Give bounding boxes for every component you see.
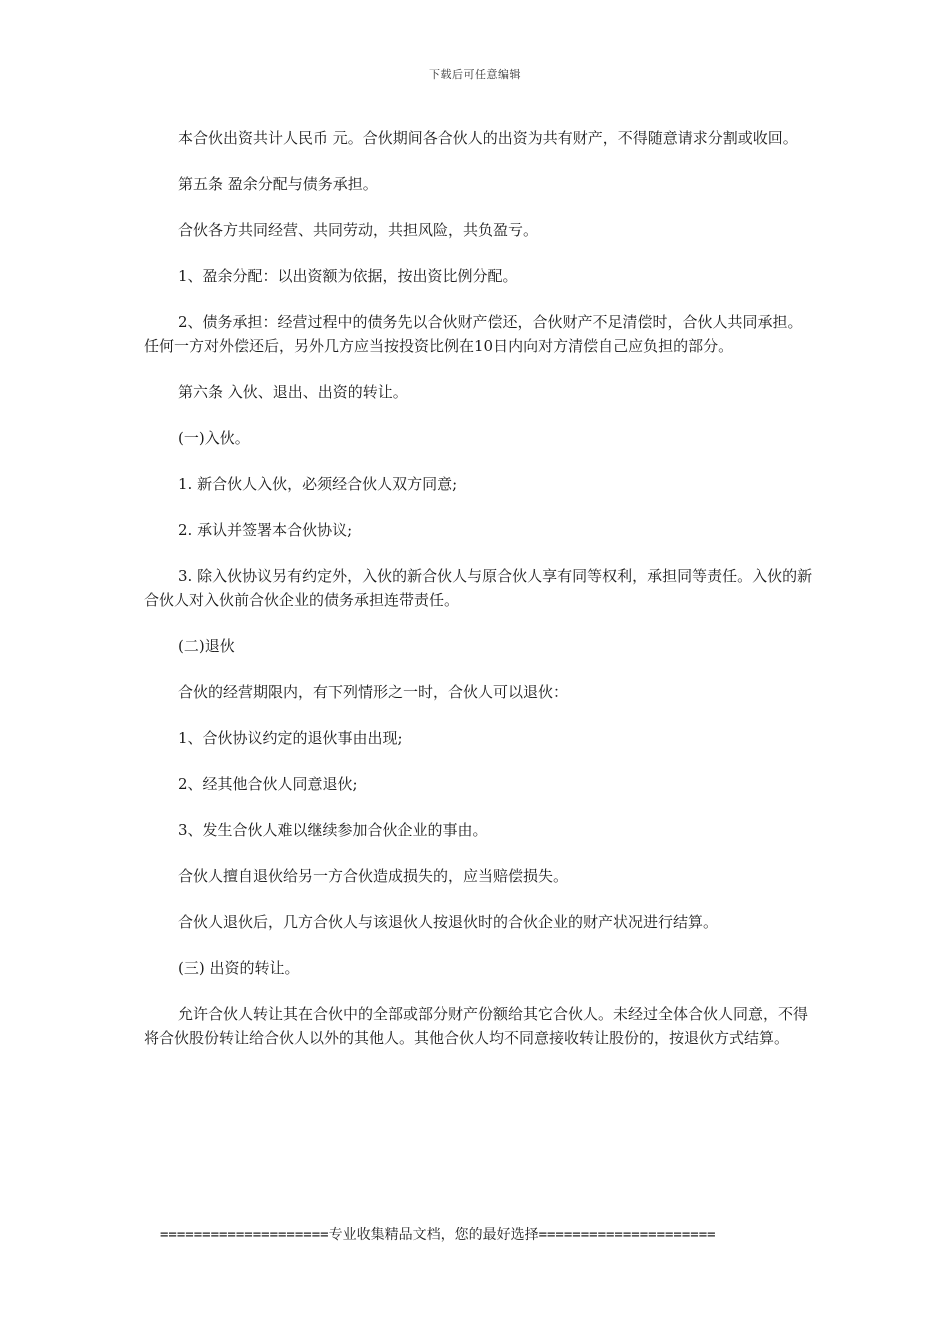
paragraph-debt-bearing: 2、债务承担：经营过程中的债务先以合伙财产偿还，合伙财产不足清偿时，合伙人共同承担。 任何一方对外偿还后，另外几方应当按投资比例在10日内向对方清偿自己应负担的部分。 bbox=[144, 313, 803, 355]
list-item-withdraw-3: 3、发生合伙人难以继续参加合伙企业的事由。 bbox=[178, 821, 488, 839]
list-item-withdraw-2: 2、经其他合伙人同意退伙; bbox=[178, 775, 358, 793]
list-item-join-1: 1. 新合伙人入伙，必须经合伙人双方同意; bbox=[178, 475, 458, 493]
paragraph-settlement: 合伙人退伙后，几方合伙人与该退伙人按退伙时的合伙企业的财产状况进行结算。 bbox=[178, 913, 719, 931]
article-six-heading: 第六条 入伙、退出、出资的转让。 bbox=[178, 383, 408, 401]
article-five-heading: 第五条 盈余分配与债务承担。 bbox=[178, 175, 378, 193]
section-transfer-heading: (三) 出资的转让。 bbox=[178, 959, 300, 977]
section-joining-heading: (一)入伙。 bbox=[178, 429, 250, 447]
page-header: 下载后可任意编辑 bbox=[429, 68, 521, 81]
section-withdrawal-heading: (二)退伙 bbox=[178, 637, 235, 655]
paragraph-profit-distribution: 1、盈余分配：以出资额为依据，按出资比例分配。 bbox=[178, 267, 518, 285]
paragraph-transfer: 允许合伙人转让其在合伙中的全部或部分财产份额给其它合伙人。未经过全体合伙人同意，不得将合伙股份转让给合伙人以外的其他人。其他合伙人均不同意接收转让股份的，按退伙方式结算。 bbox=[144, 1005, 809, 1047]
paragraph-capital: 本合伙出资共计人民币 元。合伙期间各合伙人的出资为共有财产，不得随意请求分割或收回。 bbox=[178, 129, 798, 147]
list-item-join-2: 2. 承认并签署本合伙协议; bbox=[178, 521, 353, 539]
list-item-withdraw-1: 1、合伙协议约定的退伙事由出现; bbox=[178, 729, 403, 747]
paragraph-unauthorized-withdrawal: 合伙人擅自退伙给另一方合伙造成损失的，应当赔偿损失。 bbox=[178, 867, 569, 885]
document-body bbox=[144, 126, 814, 1072]
list-item-join-3: 3. 除入伙协议另有约定外，入伙的新合伙人与原合伙人享有同等权利，承担同等责任。入伙的新合伙人对入伙前合伙企业的债务承担连带责任。 bbox=[144, 567, 813, 609]
paragraph-joint-operation: 合伙各方共同经营、共同劳动，共担风险，共负盈亏。 bbox=[178, 221, 539, 239]
paragraph-withdrawal-conditions: 合伙的经营期限内，有下列情形之一时，合伙人可以退伙： bbox=[178, 683, 569, 701]
page-footer: ====================专业收集精品文档，您的最好选择===================== bbox=[160, 1227, 716, 1243]
